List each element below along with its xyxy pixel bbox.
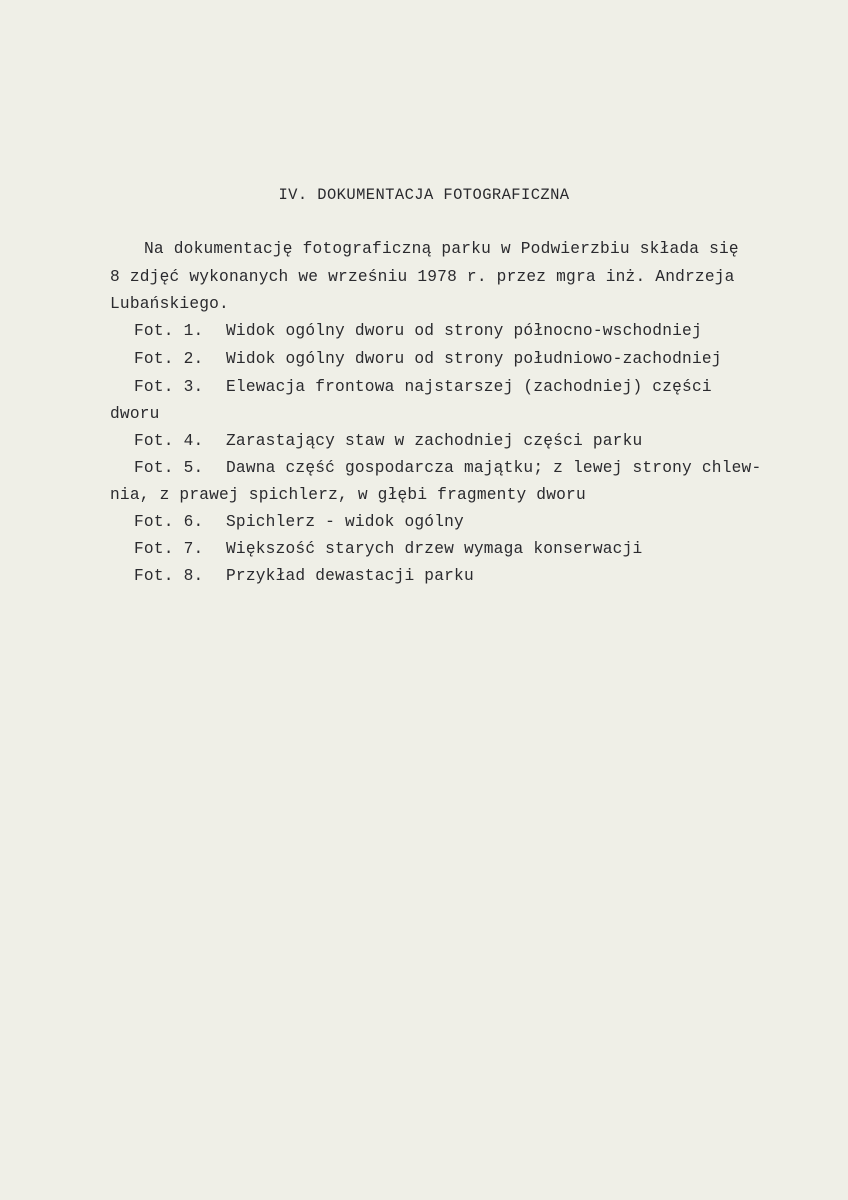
intro-line: Lubańskiego. <box>110 295 229 313</box>
photo-entry <box>134 378 712 396</box>
photo-label: Fot. 1. <box>134 322 204 340</box>
photo-caption: Elewacja frontowa najstarszej (zachodniej) części <box>226 378 712 396</box>
photo-entry <box>134 459 761 477</box>
photo-entry <box>134 567 474 585</box>
photo-entry <box>134 432 642 450</box>
intro-line: Na dokumentację fotograficzną parku w Podwierzbiu składa się <box>144 240 739 258</box>
photo-label: Fot. 6. <box>134 513 204 531</box>
photo-label: Fot. 7. <box>134 540 204 558</box>
photo-caption-continued: nia, z prawej spichlerz, w głębi fragmenty dworu <box>110 486 586 504</box>
photo-label: Fot. 2. <box>134 350 204 368</box>
photo-label: Fot. 5. <box>134 459 204 477</box>
photo-entry <box>134 350 722 368</box>
photo-caption: Widok ogólny dworu od strony południowo-zachodniej <box>226 350 722 368</box>
photo-entry <box>134 513 464 531</box>
photo-caption: Widok ogólny dworu od strony północno-wschodniej <box>226 322 702 340</box>
photo-label: Fot. 4. <box>134 432 204 450</box>
photo-caption: Spichlerz - widok ogólny <box>226 513 464 531</box>
photo-label: Fot. 3. <box>134 378 204 396</box>
photo-entry <box>134 322 702 340</box>
photo-caption: Większość starych drzew wymaga konserwacji <box>226 540 643 558</box>
photo-caption-continued: dworu <box>110 405 160 423</box>
intro-line: 8 zdjęć wykonanych we wrześniu 1978 r. przez mgra inż. Andrzeja <box>110 268 735 286</box>
photo-entry <box>134 540 642 558</box>
photo-label: Fot. 8. <box>134 567 204 585</box>
photo-caption: Zarastający staw w zachodniej części parku <box>226 432 643 450</box>
photo-caption: Dawna część gospodarcza majątku; z lewej strony chlew- <box>226 459 762 477</box>
section-title: IV. DOKUMENTACJA FOTOGRAFICZNA <box>278 186 570 204</box>
photo-caption: Przykład dewastacji parku <box>226 567 474 585</box>
